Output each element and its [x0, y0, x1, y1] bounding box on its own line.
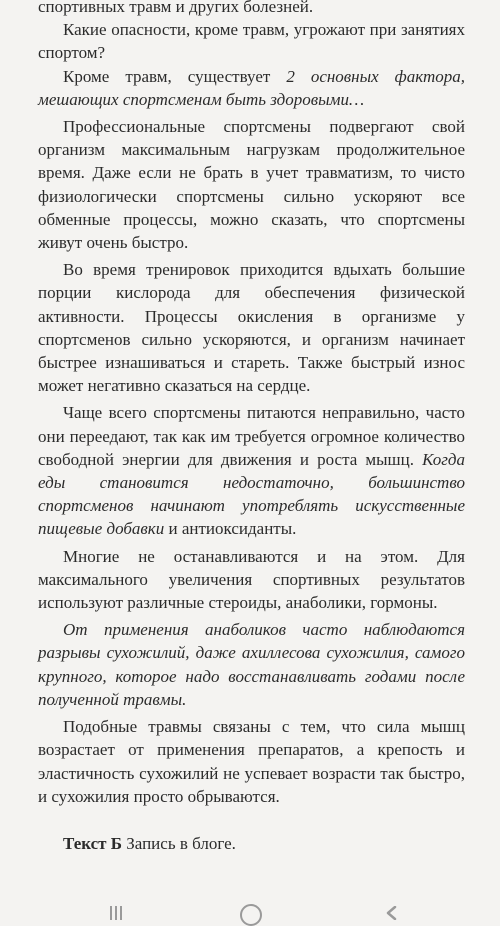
factors-italic: 2 основных фактора, мешающих спортсменам быть здоровыми…	[38, 66, 465, 109]
home-icon[interactable]	[240, 904, 262, 926]
paragraph-oxygen: Во время тренировок приходится вдыхать большие порции кислорода для обеспечения физической активности. Процессы окисления в организме у спортсменов сильно ускоряются, и организм начинает быстрее изнашиваться и стареть. Также быстрый износ может негативно сказаться на сердце.	[38, 260, 465, 396]
paragraph-steroids: Многие не останавливаются и на этом. Для максимального увеличения спортивных результатов используют различные стероиды, анаболики, гормоны.	[38, 546, 465, 613]
text-b-heading	[38, 832, 465, 855]
android-navigation-bar	[0, 896, 500, 926]
factors-text: Кроме травм, существует	[63, 66, 287, 86]
nutrition-text: Чаще всего спортсмены питаются неправильно, часто они переедают, так как им требуется огромное количество свободной энергии для движения и роста мышц.	[38, 403, 465, 469]
paragraph-professional: Профессиональные спортсмены подвергают свой организм максимальным нагрузкам продолжительное время. Даже если не брать в учет травматизм, то чисто физиологически спортсмены сильно ускоряют все обменные процессы, можно сказать, что спортсмены живут очень быстро.	[38, 117, 465, 253]
paragraph-factors	[38, 65, 465, 111]
paragraph-0: спортивных травм и других болезней.	[38, 0, 314, 16]
back-icon[interactable]	[385, 906, 399, 920]
paragraph-anabolics	[38, 618, 465, 711]
paragraph-nutrition	[38, 401, 465, 540]
recent-apps-icon[interactable]	[110, 906, 126, 920]
text-b-rest: Запись в блоге.	[122, 833, 236, 853]
paragraph-question: Какие опасности, кроме травм, угрожают при занятиях спортом?	[38, 20, 465, 63]
nutrition-italic: Когда еды становится недостаточно, большинство спортсменов начинают употреблять искусственные пищевые добавки	[38, 449, 465, 539]
paragraph-injuries: Подобные травмы связаны с тем, что сила мышц возрастает от применения препаратов, а крепость и эластичность сухожилий не успевает возрасти так быстро, и сухожилия просто обрываются.	[38, 717, 465, 806]
nutrition-end: и антиоксиданты.	[164, 519, 297, 539]
text-b-label: Текст Б	[63, 833, 122, 853]
anabolics-italic: От применения анаболиков часто наблюдаются разрывы сухожилий, даже ахиллесова сухожилия, самого крупного, которое надо восстанавливать годами после полученной травмы.	[38, 620, 465, 709]
